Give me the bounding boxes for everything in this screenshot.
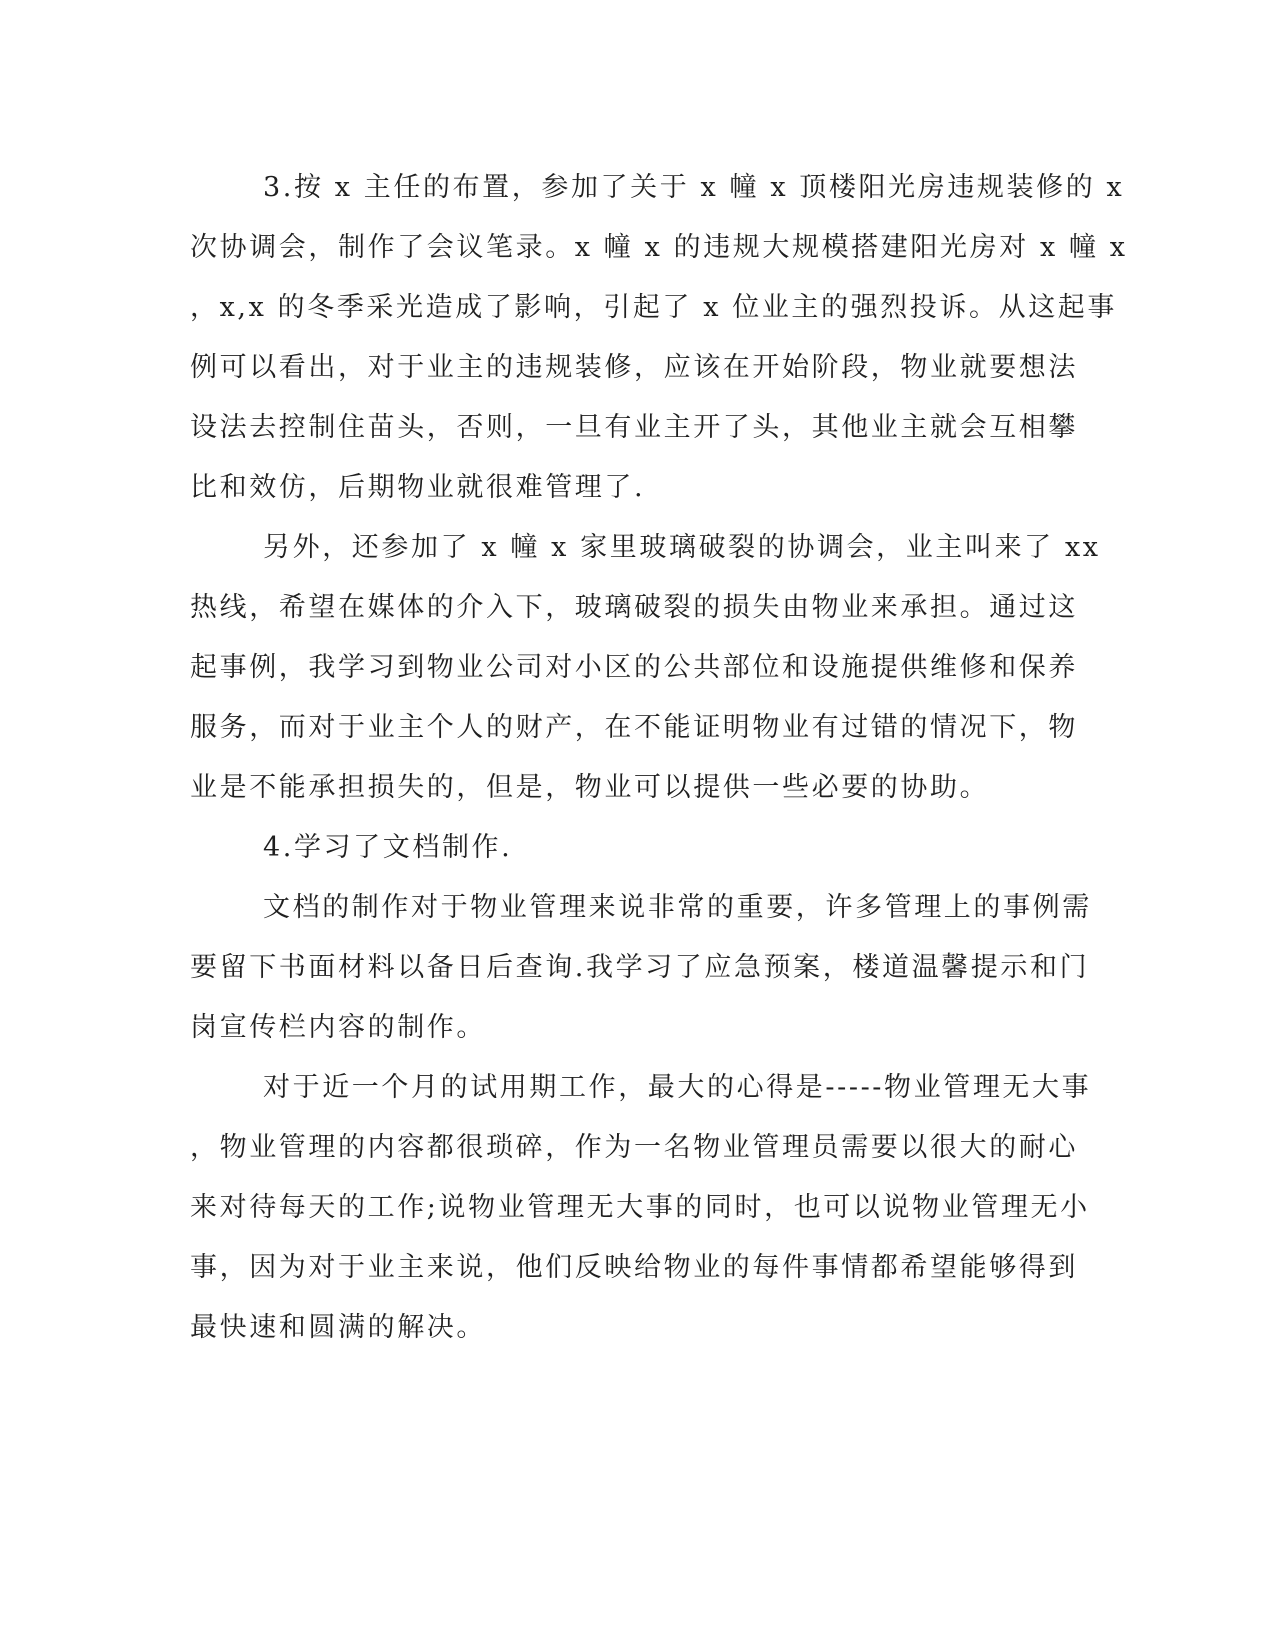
- paragraph-line: 对于近一个月的试用期工作，最大的心得是-----物业管理无大事: [263, 1072, 1092, 1103]
- paragraph-line: 比和效仿，后期物业就很难管理了.: [190, 472, 646, 503]
- paragraph-line: 业是不能承担损失的，但是，物业可以提供一些必要的协助。: [190, 772, 990, 803]
- paragraph-line: ，x,x 的冬季采光造成了影响，引起了 x 位业主的强烈投诉。从这起事: [190, 292, 1118, 323]
- paragraph-line: 岗宣传栏内容的制作。: [190, 1012, 486, 1043]
- paragraph-line: 设法去控制住苗头，否则，一旦有业主开了头，其他业主就会互相攀: [190, 412, 1078, 443]
- paragraph-line: ，物业管理的内容都很琐碎，作为一名物业管理员需要以很大的耐心: [190, 1132, 1078, 1163]
- paragraph-line: 起事例，我学习到物业公司对小区的公共部位和设施提供维修和保养: [190, 652, 1078, 683]
- paragraph-line: 次协调会，制作了会议笔录。x 幢 x 的违规大规模搭建阳光房对 x 幢 x: [190, 232, 1128, 263]
- document-body: [190, 158, 1128, 1358]
- paragraph-line: 文档的制作对于物业管理来说非常的重要，许多管理上的事例需: [263, 892, 1092, 923]
- paragraph-line: 例可以看出，对于业主的违规装修，应该在开始阶段，物业就要想法: [190, 352, 1078, 383]
- paragraph-line: 3.按 x 主任的布置，参加了关于 x 幢 x 顶楼阳光房违规装修的 x: [263, 172, 1125, 203]
- paragraph-line: 来对待每天的工作;说物业管理无大事的同时，也可以说物业管理无小: [190, 1192, 1090, 1223]
- paragraph-line: 另外，还参加了 x 幢 x 家里玻璃破裂的协调会，业主叫来了 xx: [263, 532, 1101, 563]
- paragraph-line: 服务，而对于业主个人的财产，在不能证明物业有过错的情况下，物: [190, 712, 1078, 743]
- paragraph-line: 热线，希望在媒体的介入下，玻璃破裂的损失由物业来承担。通过这: [190, 592, 1078, 623]
- paragraph-line: 最快速和圆满的解决。: [190, 1312, 486, 1343]
- paragraph-line: 事，因为对于业主来说，他们反映给物业的每件事情都希望能够得到: [190, 1252, 1078, 1283]
- section-heading: 4.学习了文档制作.: [263, 832, 513, 863]
- paragraph-line: 要留下书面材料以备日后查询.我学习了应急预案，楼道温馨提示和门: [190, 952, 1090, 983]
